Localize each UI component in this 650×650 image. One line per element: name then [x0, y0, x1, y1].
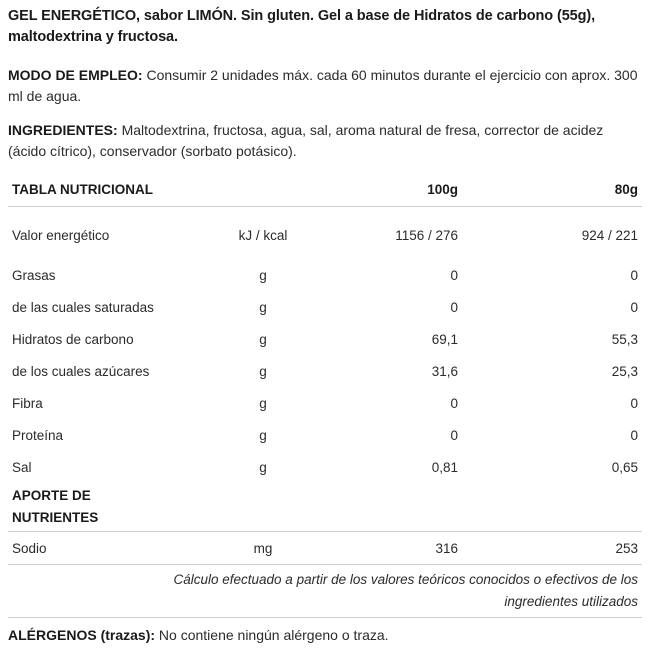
allergens	[8, 625, 642, 646]
value-80g: 0	[630, 267, 638, 283]
table-row	[8, 259, 642, 291]
value-80g: 0	[630, 395, 638, 411]
nutrient-name: Proteína	[12, 427, 64, 443]
nutrient-name: Sodio	[8, 532, 218, 565]
value-100g: 0	[450, 395, 458, 411]
column-header-80g: 80g	[614, 181, 638, 197]
nutrient-unit: g	[259, 331, 267, 347]
nutrient-name: Hidratos de carbono	[12, 331, 134, 347]
product-title: GEL ENERGÉTICO, sabor LIMÓN. Sin gluten. Gel a base de Hidratos de carbono (55g), maltodextrina y fructosa.	[8, 8, 596, 45]
nutrient-unit: mg	[218, 532, 308, 565]
value-100g: 0	[450, 299, 458, 315]
value-100g: 0	[450, 267, 458, 283]
value-80g: 253	[462, 532, 642, 565]
usage-label: MODO DE EMPLEO:	[8, 67, 143, 83]
note-line2: ingredientes utilizados	[504, 594, 638, 609]
value-100g: 1156 / 276	[395, 227, 458, 243]
section-header-line2: NUTRIENTES	[12, 510, 99, 525]
value-100g: 69,1	[431, 331, 458, 347]
nutrient-unit: g	[259, 459, 267, 475]
calculation-note-row	[8, 565, 642, 618]
nutrient-name: de las cuales saturadas	[12, 299, 154, 315]
table-row	[8, 387, 642, 419]
nutrient-unit: g	[259, 427, 267, 443]
table-row	[8, 323, 642, 355]
allergens-text: No contiene ningún alérgeno o traza.	[155, 627, 389, 643]
nutrient-unit: g	[259, 267, 267, 283]
nutrient-name: de los cuales azúcares	[12, 363, 150, 379]
table-row	[8, 532, 642, 565]
nutrient-unit: g	[259, 299, 267, 315]
value-80g: 0	[630, 299, 638, 315]
nutrition-table-header	[8, 172, 642, 207]
nutrient-name: Sal	[12, 459, 32, 475]
nutrition-table	[8, 172, 642, 618]
value-80g: 55,3	[611, 331, 638, 347]
column-header-100g: 100g	[427, 181, 458, 197]
table-row	[8, 355, 642, 387]
note-line1: Cálculo efectuado a partir de los valores teóricos conocidos o efectivos de los	[173, 572, 638, 587]
table-row	[8, 419, 642, 451]
value-100g: 31,6	[431, 363, 458, 379]
usage-text: Consumir 2 unidades máx. cada 60 minutos durante el ejercicio con aprox. 300 ml de agua.	[8, 67, 638, 104]
usage-instructions	[8, 65, 642, 107]
value-80g: 25,3	[611, 363, 638, 379]
nutrient-unit: g	[259, 363, 267, 379]
table-row	[8, 291, 642, 323]
value-100g: 0	[450, 427, 458, 443]
allergens-label: ALÉRGENOS (trazas):	[8, 627, 156, 643]
table-title: TABLA NUTRICIONAL	[12, 181, 153, 197]
nutrient-name: Valor energético	[12, 227, 110, 243]
ingredients-text: Maltodextrina, fructosa, agua, sal, aroma natural de fresa, corrector de acidez (ácido cítrico), conservador (sorbato potásico).	[8, 122, 604, 159]
nutrient-unit: kJ / kcal	[238, 227, 288, 243]
section-header-line1: APORTE DE	[12, 488, 91, 503]
calculation-note	[8, 565, 642, 618]
section-header	[8, 483, 218, 532]
table-row	[8, 207, 642, 260]
nutrient-unit: g	[259, 395, 267, 411]
value-80g: 924 / 221	[581, 227, 638, 243]
value-100g: 0,81	[431, 459, 458, 475]
table-row	[8, 451, 642, 483]
value-80g: 0,65	[611, 459, 638, 475]
value-100g: 316	[308, 532, 462, 565]
ingredients	[8, 120, 642, 162]
nutrient-name: Fibra	[12, 395, 43, 411]
ingredients-label: INGREDIENTES:	[8, 122, 118, 138]
section-header-row	[8, 483, 642, 532]
value-80g: 0	[630, 427, 638, 443]
nutrient-name: Grasas	[12, 267, 56, 283]
